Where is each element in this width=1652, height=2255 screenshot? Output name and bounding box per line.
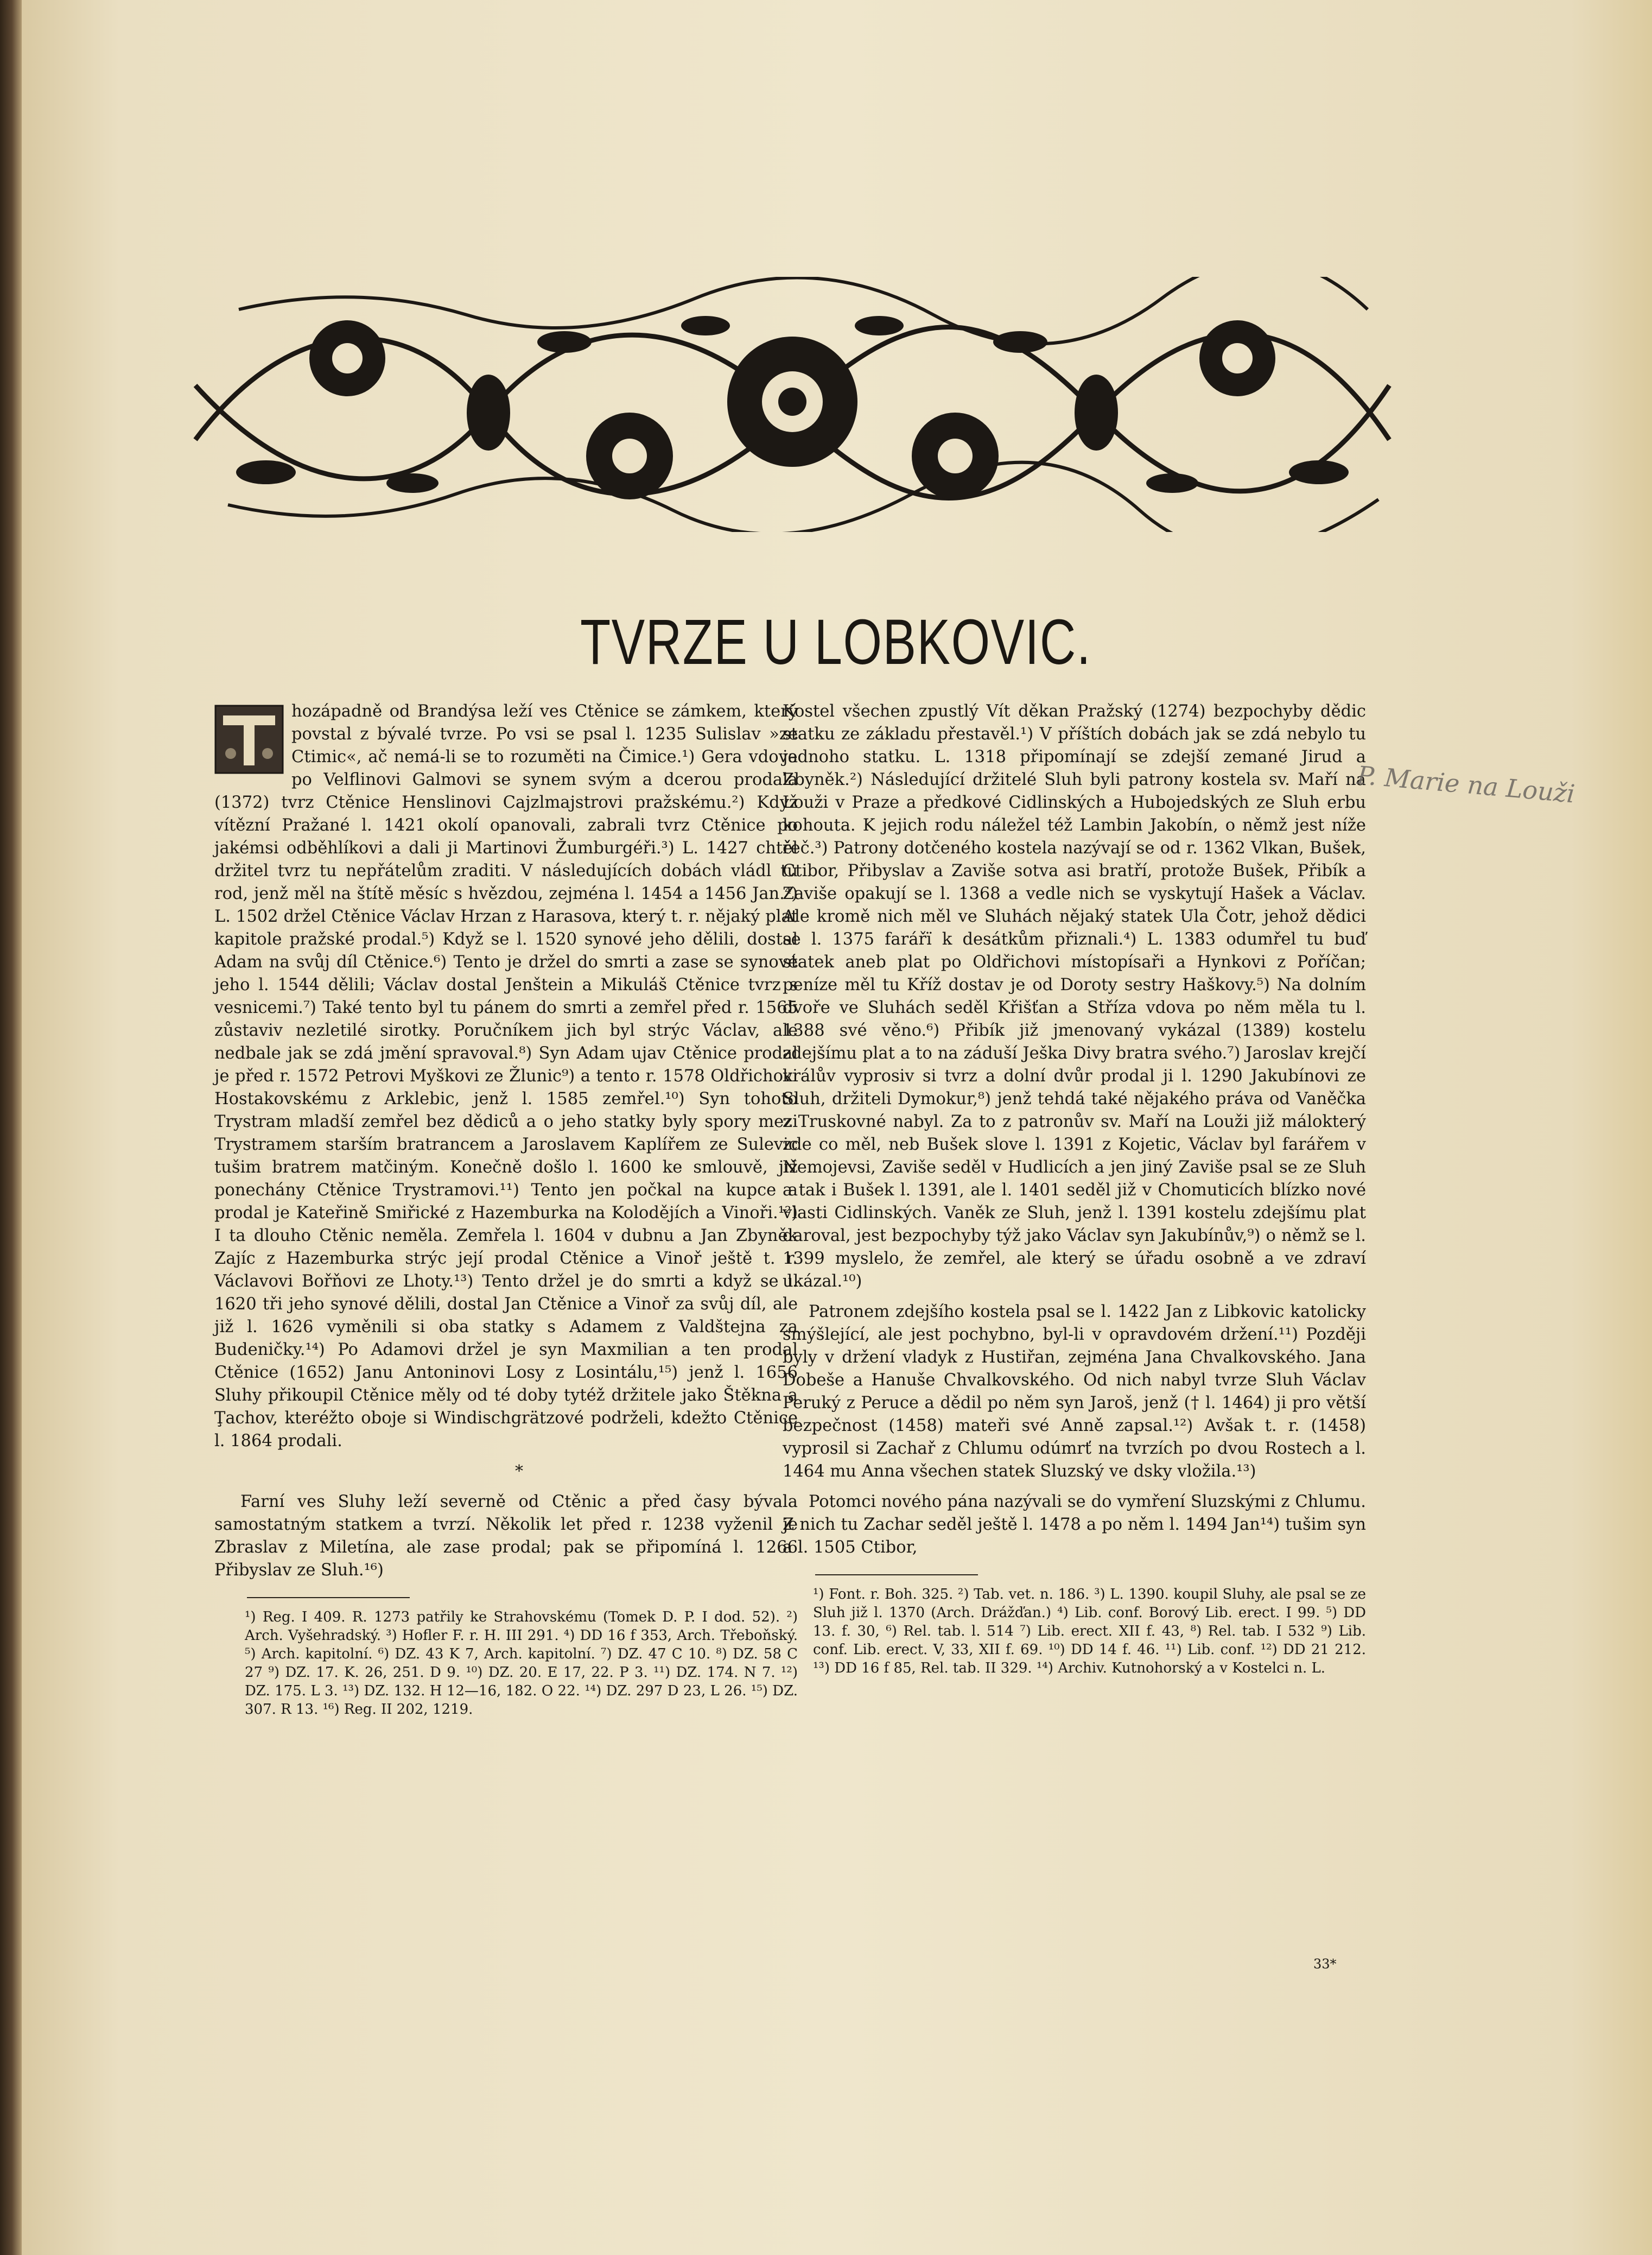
decorated-initial-t-icon	[214, 705, 284, 774]
footnotes: ¹) Font. r. Boh. 325. ²) Tab. vet. n. 186. ³) L. 1390. koupil Sluhy, ale psal se ze Sluh již l. 1370 (Arch. Drážďan.) ⁴) Lib. conf. Borový Lib. erect. I 99. ⁵) DD 13. f. 30, ⁶) Rel. tab. l. 514 ⁷) Lib. erect. XII f. 43, ⁸) Rel. tab. I 532 ⁹) Lib. conf. Lib. erect. V, 33, XII f. 69. ¹⁰) DD 14 f. 46. ¹¹) Lib. conf. ¹²) DD 21 212. ¹³) DD 16 f 85, Rel. tab. II 329. ¹⁴) Archiv. Kutnohorský a v Kostelci n. L.	[813, 1586, 1366, 1676]
paragraph-text: hozápadně od Brandýsa leží ves Ctěnice se zámkem, který povstal z bývalé tvrze. Po vsi se psal l. 1235 Sulislav »ze Ctimic«, ač nemá-li se to rozuměti na Čimice.¹) Gera vdova po Velflinovi Galmovi se synem svým a dcerou prodala (1372) tvrz Ctěnice Henslinovi Cajzlmajstrovi pražskému.²) Když vítězní Pražané l. 1421 okolí opanovali, zabrali tvrz Ctěnice po jakémsi odběhlíkovi a dali ji Martinovi Žumburgéři.³) L. 1427 chtěl držitel tvrz tu nepřátelům zraditi. V následujících dobách vládl tu rod, jenž měl na štítě měsíc s hvězdou, zejména l. 1454 a 1456 Jan.⁴) L. 1502 držel Ctěnice Václav Hrzan z Harasova, který t. r. nějaký plat kapitole pražské prodal.⁵) Když se l. 1520 synové jeho dělili, dostal Adam na svůj díl Ctěnice.⁶) Tento je držel do smrti a zase se synové jeho l. 1544 dělili; Václav dostal Jenštein a Mikuláš Ctěnice tvrz s vesnicemi.⁷) Také tento byl tu pánem do smrti a zemřel před r. 1565 zůstaviv nezletilé sirotky. Poručníkem jich byl strýc Václav, ale nedbale jak se zdá jmění spravoval.⁸) Syn Adam ujav Ctěnice prodal je před r. 1572 Petrovi Myškovi ze Žlunic⁹) a tento r. 1578 Oldřichovi Hostakovskému z Arklebic, jenž l. 1585 zemřel.¹⁰) Syn tohoto Trystram mladší zemřel bez dědiců a o jeho statky byly spory mezi Trystramem starším bratrancem a Jaroslavem Kaplířem ze Sulevic tušim bratrem matčiným. Konečně došlo l. 1600 ke smlouvě, již ponechány Ctěnice Trystramovi.¹¹) Tento jen počkal na kupce a prodal je Kateřině Smiřické z Hazemburka na Kolodějích a Vinoři.¹²) I ta dlouho Ctěnic neměla. Zemřela l. 1604 v dubnu a Jan Zbyněk Zajíc z Hazemburka strýc její prodal Ctěnice a Vinoř ještě t. r. Václavovi Bořňovi ze Lhoty.¹³) Tento držel je do smrti a když se l. 1620 tři jeho synové dělili, dostal Jan Ctěnice a Vinoř za svůj díl, ale již l. 1626 vyměnili si oba statky s Adamem z Valdštejna za Budeničky.¹⁴) Po Adamovi držel je syn Maxmilian a ten prodal Ctěnice (1652) Janu Antoninovi Losy z Losintálu,¹⁵) jenž l. 1656 Sluhy přikoupil Ctěnice měly od té doby tytéž držitele jako Štěkna a Ţachov, kteréžto oboje si Windischgrätzové podrželi, kdežto Ctěnice l. 1864 prodali.	[214, 702, 798, 1450]
book-gutter	[0, 0, 22, 2255]
opening-paragraph	[214, 700, 798, 1453]
floral-headpiece-ornament	[185, 277, 1400, 532]
footnote-rule	[815, 1574, 978, 1575]
page-number: 33*	[1313, 1956, 1337, 1972]
section-separator: *	[515, 1462, 523, 1481]
paragraph-text: Potomci nového pána nazývali se do vymření Sluzskými z Chlumu. Z nich tu Zachar seděl ještě l. 1478 a po něm l. 1494 Jan¹⁴) tušim syn a l. 1505 Ctibor,	[783, 1492, 1366, 1557]
right-column	[783, 700, 1366, 1677]
page-title: TVRZE U LOBKOVIC.	[580, 606, 1091, 678]
footnotes: ¹) Reg. I 409. R. 1273 patřily ke Strahovskému (Tomek D. P. I dod. 52). ²) Arch. Vyšehradský. ³) Hofler F. r. H. III 291. ⁴) DD 16 f 353, Arch. Třeboňský. ⁵) Arch. kapitolní. ⁶) DZ. 43 K 7, Arch. kapitolní. ⁷) DZ. 47 C 10. ⁸) DZ. 58 C 27 ⁹) DZ. 17. K. 26, 251. D 9. ¹⁰) DZ. 20. E 17, 22. P 3. ¹¹) DZ. 174. N 7. ¹²) DZ. 175. L 3. ¹³) DZ. 132. H 12—16, 182. O 22. ¹⁴) DZ. 297 D 23, L 26. ¹⁵) DZ. 307. R 13. ¹⁶) Reg. II 202, 1219.	[245, 1609, 798, 1718]
left-column	[214, 700, 798, 1719]
footnote-rule	[247, 1597, 410, 1598]
paragraph-text: Kostel všechen zpustlý Vít děkan Pražský (1274) bezpochyby dědic statku ze základu přestavěl.¹) V příštích dobách jak se zdá nebylo tu jednoho statku. L. 1318 připomínají se zdejší zemané Jirud a Zbyněk.²) Následující držitelé Sluh byli patrony kostela sv. Maří na Louži v Praze a předkové Cidlinských a Hubojedských ze Sluh erbu kohouta. K jejich rodu náležel též Lambin Jakobín, o němž jest níže řeč.³) Patrony dotčeného kostela nazývají se od r. 1362 Vlkan, Bušek, Ctibor, Přibyslav a Zaviše sotva asi bratří, protože Bušek, Přibík a Zaviše opakují se l. 1368 a vedle nich se vyskytují Hašek a Václav. Ale kromě nich měl ve Sluhách nějaký statek Ula Čotr, jehož dědici se l. 1375 farářï k desátkům přiznali.⁴) L. 1383 odumřel tu buď statek aneb plat po Oldřichovi místopísaři a Hynkovi z Poříčan; peníze měl tu Kříž dostav je od Doroty sestry Haškovy.⁵) Na dolním dvoře ve Sluhách seděl Křišťan a Stříza vdova po něm měla tu l. 1388 své věno.⁶) Přibík již jmenovaný vykázal (1389) kostelu zdejšímu plat a to na záduší Ješka Divy bratra svého.⁷) Jaroslav krejčí králův vyprosiv si tvrz a dolní dvůr prodal ji l. 1290 Jakubínovi ze Sluh, držiteli Dymokur,⁸) jenž tehdá také nějakého práva od Vaněčka z Truskovné nabyl. Za to z patronův sv. Maří na Louži již málokterý zde co měl, neb Bušek slove l. 1391 z Kojetic, Václav byl farářem v Nemojevsi, Zaviše seděl v Hudlicích a jen jiný Zaviše psal se ze Sluh a tak i Bušek l. 1391, ale l. 1401 seděl již v Chomuticích blízko nové vlasti Cidlinských. Vaněk ze Sluh, jenž l. 1391 kostelu zdejšímu plat daroval, jest bezpochyby týž jako Václav syn Jakubínův,⁹) o němž se l. 1399 myslelo, že zemřel, ale který se úřadu osobně a ve zdraví ukázal.¹⁰)	[783, 702, 1366, 1291]
book-page	[22, 0, 1652, 2255]
paragraph-text: Farní ves Sluhy leží severně od Ctěnic a před časy bývala samostatným statkem a tvrzí. Několik let před r. 1238 vyženil je Zbraslav z Miletína, ale zase prodal; pak se připomíná l. 1266 Přibyslav ze Sluh.¹⁶)	[214, 1492, 798, 1580]
paragraph-text: Patronem zdejšího kostela psal se l. 1422 Jan z Libkovic katolicky smýšlející, ale jest pochybno, byl-li v opravdovém držení.¹¹) Později byly v držení vladyk z Hustiřan, zejména Jana Chvalkovského. Jana Dobeše a Hanuše Chvalkovského. Od nich nabyl tvrze Sluh Václav Peruký z Peruce a dědil po něm syn Jaroš, jenž († l. 1464) ji pro větší bezpečnost (1458) mateři své Anně zapsal.¹²) Avšak t. r. (1458) vyprosil si Zachař z Chlumu odúmrť na tvrzích po dvou Rostech a l. 1464 mu Anna všechen statek Sluzský ve dsky vložila.¹³)	[783, 1302, 1366, 1481]
handwritten-margin-note: P. Marie na Louži	[1356, 760, 1577, 809]
